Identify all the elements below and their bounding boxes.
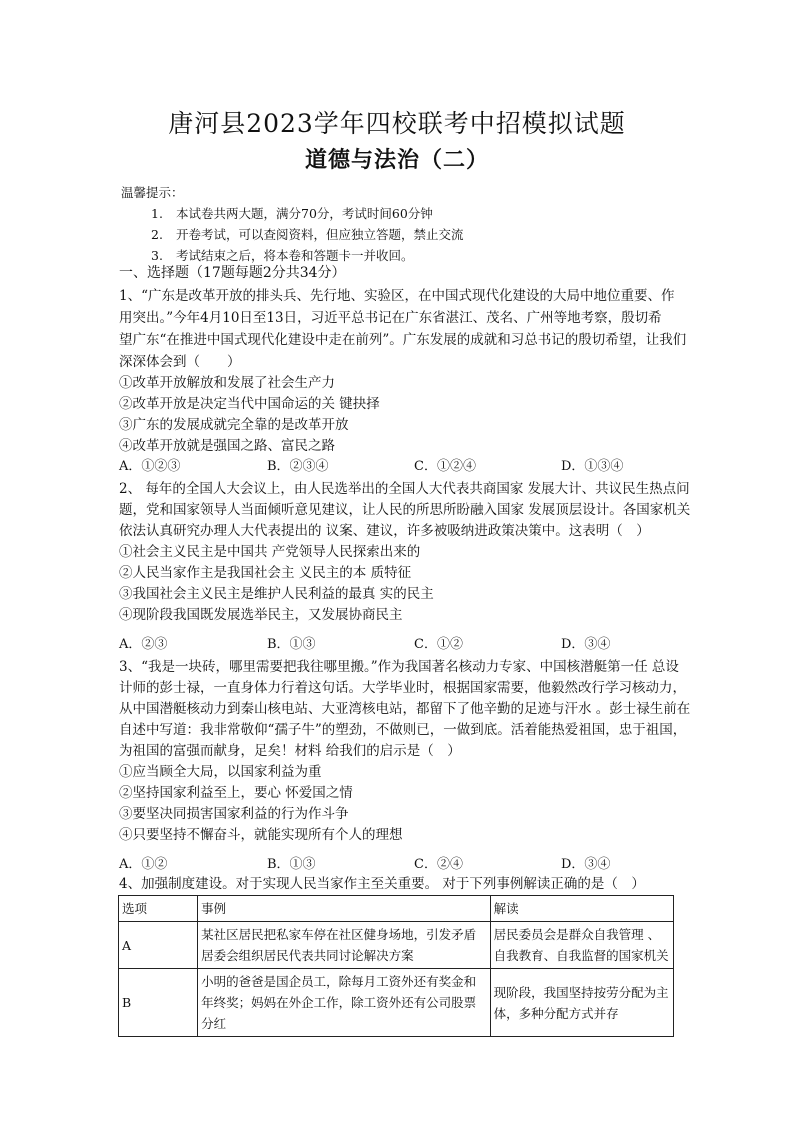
statement-line: ②改革开放是决定当代中国命运的关 键抉择 [119,396,380,412]
table-cell-reading: 现阶段，我国坚持按劳分配为主体，多种分配方式并存 [490,969,673,1037]
option-b[interactable]: B．②③④ [267,459,329,474]
option-c[interactable]: C．①② [414,637,463,652]
table-header: 事例 [198,896,491,922]
statement-line: ②人民当家作主是我国社会主 义民主的本 质特征 [119,565,412,581]
question-line: 1、“广东是改革开放的排头兵、先行地、实验区，在中国式现代化建设的大局中地位重要、作 [119,288,675,304]
question-line: 为祖国的富强而献身，足矣！材料 给我们的启示是（ ） [119,743,461,759]
option-a[interactable]: A．②③ [119,637,168,652]
table-cell-case: 某社区居民把私家车停在社区健身场地，引发矛盾居委会组织居民代表共同讨论解决方案 [198,922,491,969]
tip-text: 本试卷共两大题，满分70分，考试时间60分钟 [176,206,433,221]
table-cell-reading: 居民委员会是群众自我管理 、自我教育、自我监督的国家机关 [490,922,673,969]
statement-line: ①应当顾全大局，以国家利益为重 [119,764,322,780]
option-b[interactable]: B．①③ [267,857,316,872]
tip-text: 考试结束之后，将本卷和答题卡一并收回。 [176,248,414,263]
statement-line: ③我国社会主义民主是维护人民利益的最真 实的民主 [119,586,434,602]
tip-number: 1. [151,206,163,221]
table-row [119,969,674,1037]
tips-heading: 温馨提示： [121,185,184,200]
question-line: 深深体会到（ ） [119,354,241,370]
tip-number: 2. [151,227,163,242]
table-header-row [119,896,674,922]
table-cell-option: A [119,922,198,969]
table-header: 解读 [490,896,673,922]
tip-text: 开卷考试，可以查阅资料，但应独立答题，禁止交流 [176,227,464,242]
section-heading: 一、选择题（17题每题2分共34分） [119,265,346,281]
question-line: 从中国潜艇核动力到秦山核电站、大亚湾核电站，都留下了他辛勤的足迹与汗水 。彭士禄生前在 [119,701,691,717]
option-c[interactable]: C．②④ [414,857,463,872]
question-line: 依法认真研究办理人大代表提出的 议案、建议，许多被吸纳进政策决策中。这表明（ ） [119,523,650,539]
question-line: 自述中写道：我非常敬仰“孺子牛”的塑劲，不做则已，一做到底。活着能热爱祖国，忠于祖国， [119,722,687,738]
table-row [119,922,674,969]
option-b[interactable]: B．①③ [267,637,316,652]
option-a[interactable]: A．①② [119,857,168,872]
tip-item [151,204,433,222]
statement-line: ④改革开放就是强国之路、富民之路 [119,438,335,454]
option-c[interactable]: C．①②④ [414,459,476,474]
tip-number: 3. [151,248,163,263]
option-d[interactable]: D．③④ [561,857,611,872]
statement-line: ③要坚决同损害国家利益的行为作斗争 [119,806,349,822]
exam-subtitle: 道德与法治（二） [304,147,489,173]
statement-line: ①社会主义民主是中国共 产党领导人民探索出来的 [119,544,421,560]
option-d[interactable]: D．③④ [561,637,611,652]
statement-line: ①改革开放解放和发展了社会生产力 [119,375,335,391]
table-cell-option: B [119,969,198,1037]
q4-table [118,895,674,1037]
statement-line: ④只要坚持不懈奋斗，就能实现所有个人的理想 [119,827,403,843]
question-line: 用突出。”今年4月10日至13日，习近平总书记在广东省湛江、茂名、广州等地考察，殷切希 [119,310,662,326]
question-line: 望广东“在推进中国式现代化建设中走在前列”。广东发展的成就和习总书记的殷切希望，让我们 [119,332,687,348]
statement-line: ④现阶段我国既发展选举民主，又发展协商民主 [119,607,403,623]
option-a[interactable]: A．①②③ [119,459,181,474]
statement-line: ②坚持国家利益至上，要心 怀爱国之情 [119,785,353,801]
question-line: 4、加强制度建设。对于实现人民当家作主至关重要。 对于下列事例解读正确的是（ ） [119,876,645,892]
table-header: 选项 [119,896,198,922]
statement-line: ③广东的发展成就完全靠的是改革开放 [119,417,349,433]
question-line: 题，党和国家领导人当面倾听意见建议，让人民的所思所盼融入国家 发展顶层设计。各国家机关 [119,502,691,518]
table-cell-case: 小明的爸爸是国企员工，除每月工资外还有奖金和年终奖；妈妈在外企工作，除工资外还有公司股票分红 [198,969,491,1037]
question-line: 2、 每年的全国人大会议上，由人民选举出的全国人大代表共商国家 发展大计、共议民生热点问 [119,481,690,497]
exam-title: 唐河县2023学年四校联考中招模拟试题 [168,109,626,138]
tip-item [151,225,464,243]
question-line: 计师的彭士禄，一直身体力行着这句话。大学毕业时，根据国家需要，他毅然改行学习核动力， [119,680,686,696]
question-line: 3、“我是一块砖，哪里需要把我往哪里搬。”作为我国著名核动力专家、中国核潜艇第一任 总设 [119,659,679,675]
option-d[interactable]: D．①③④ [561,459,624,474]
